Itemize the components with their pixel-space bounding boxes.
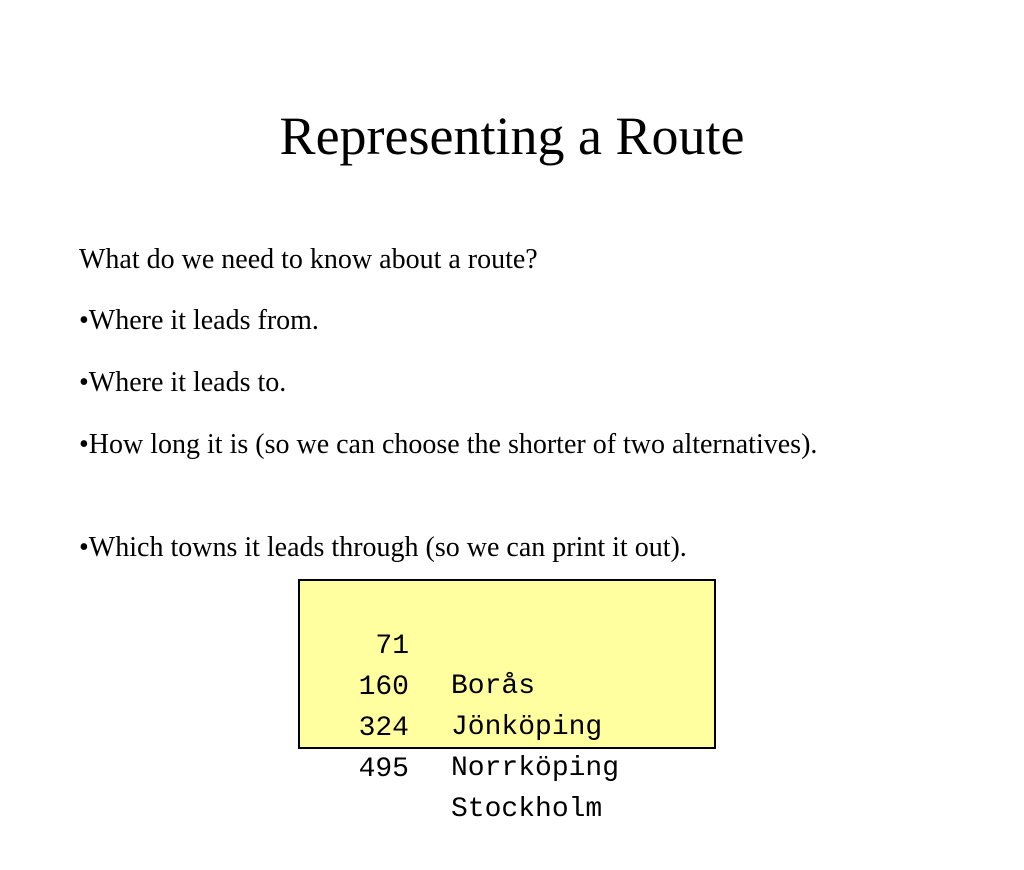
route-distance: 324 — [358, 713, 409, 744]
bullet-which-towns: •Which towns it leads through (so we can print it out). — [79, 532, 687, 563]
route-town: Norrköping — [451, 753, 620, 784]
route-table — [298, 579, 716, 825]
route-town: Borås — [451, 671, 536, 702]
bullet-where-from: •Where it leads from. — [79, 305, 319, 336]
route-distance: 495 — [358, 754, 409, 785]
bullet-how-long: •How long it is (so we can choose the shorter of two alternatives). — [79, 429, 818, 460]
route-town: Stockholm — [451, 794, 603, 825]
route-distance: 71 — [375, 631, 409, 662]
route-distance: 160 — [358, 672, 409, 703]
route-town: Jönköping — [451, 712, 603, 743]
question-text: What do we need to know about a route? — [79, 244, 538, 275]
bullet-where-to: •Where it leads to. — [79, 367, 287, 398]
slide-title: Representing a Route — [279, 106, 745, 166]
